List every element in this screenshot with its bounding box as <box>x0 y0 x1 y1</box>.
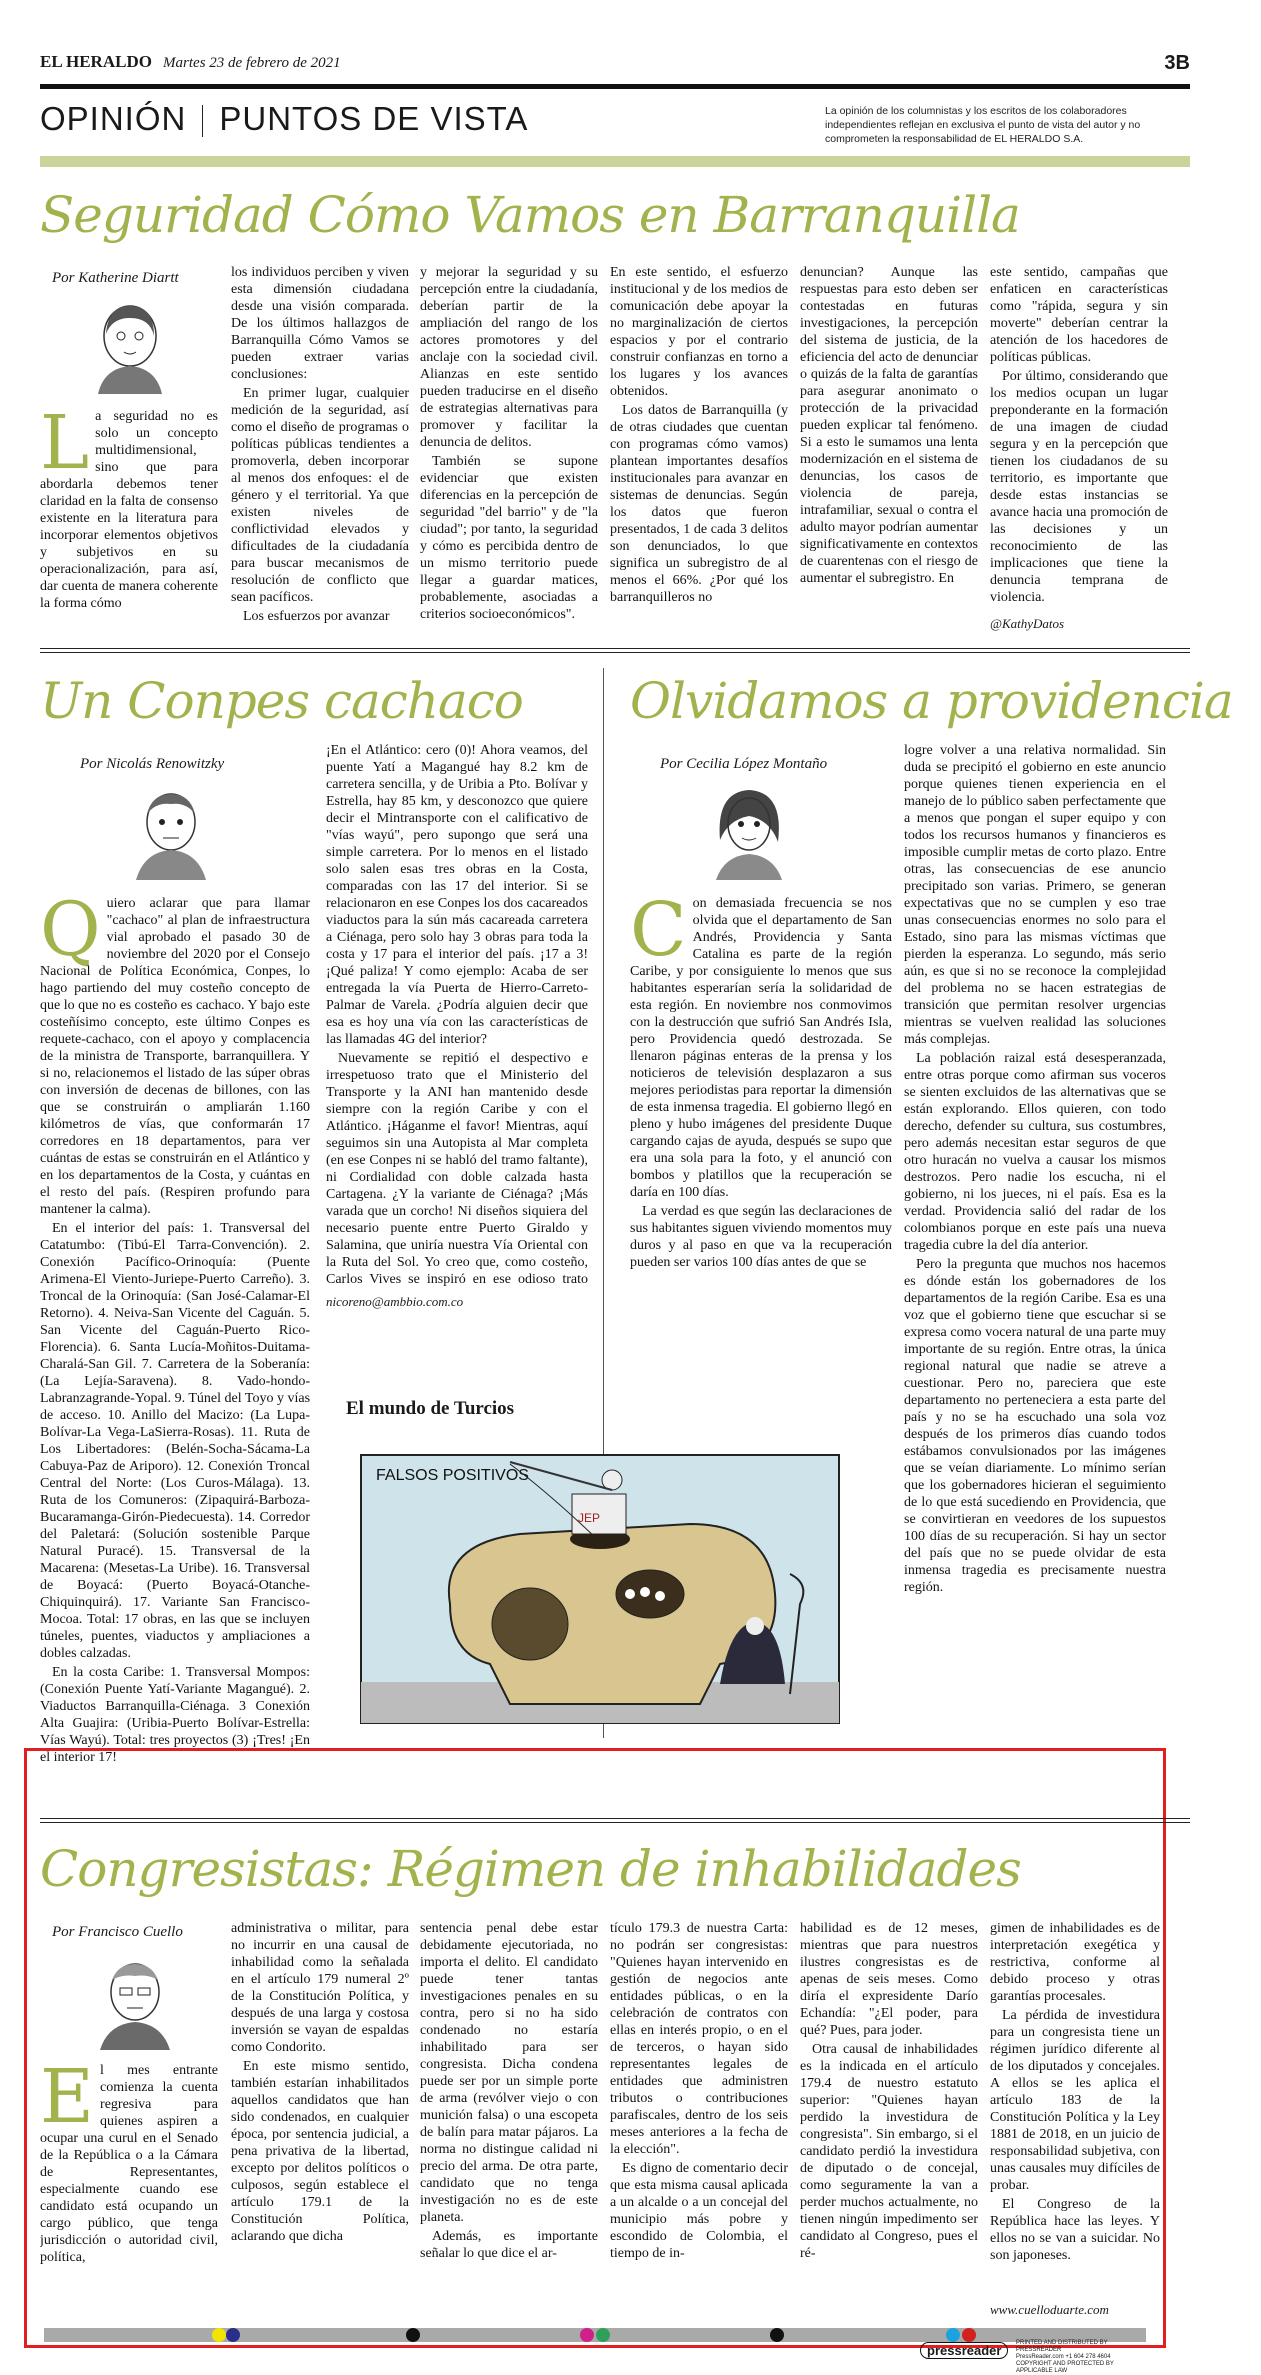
registration-dot-green <box>596 2328 610 2342</box>
article3-col2 <box>904 742 1166 1732</box>
article1-handle: @KathyDatos <box>990 616 1065 631</box>
registration-dot-blue <box>226 2328 240 2342</box>
pressreader-logo: pressreader <box>920 2342 1008 2359</box>
jep-label: JEP <box>578 1511 601 1525</box>
article1-dropcap: L <box>40 408 90 486</box>
article1-col2 <box>231 264 409 634</box>
article1-paragraph: este sentido, campañas que enfaticen en características como "rápida, segura y sin moverte" deberían centrar la atención de los hacedores de políticas públicas. <box>990 265 1168 365</box>
article3-headline: Olvidamos a providencia <box>630 672 1233 730</box>
article1-paragraph: los individuos perciben y viven esta dimensión ciudadana desde una visión comparada. De los últimos hallazgos de Barranquilla Cómo Vamos se pueden extraer varias conclusiones: <box>231 265 409 382</box>
article2-paragraph: Nuevamente se repitió el despectivo e irrespetuoso trato que el Ministerio del Transporte y la ANI han mantenido desde siempre con la región Caribe y con el Atlántico. ¡Háganme el favor! Mientras, aquí seguimos sin una Autopista al Mar completa (en ese Conpes ni se habló del tramo faltante), ni Cordialidad con doble calzada hasta Cartagena. ¿Y la variante de Ciénaga? ¡Más varada que un corcho! Ni diseños siquiera del necesario puente entre Puerto Giraldo y Salamina, que uniría nuestra Vía Oriental con la Ruta del Sol. Yo creo que, como costeño, Carlos Vives se inspiró en ese odioso trato <box>326 1051 588 1287</box>
article4-paragraph: administrativa o militar, para no incurrir en una causal de inhabilidad como la señalada en el artículo 179 numeral 2º de la Constitución Política, y después de una larga y costosa inversión se vayan de espaldas como Condorito. <box>231 1921 409 2055</box>
article3-paragraph: on demasiada frecuencia se nos olvida que el departamento de San Andrés, Providencia y Santa Catalina es parte de la región Caribe, y por consiguiente lo menos que sus habitantes esperarían sería la solidaridad de esta región. En noviembre nos conmovimos con la destrucción que sufrió San Andrés Isla, pero Providencia quedó destrozada. Se llenaron páginas enteras de la prensa y los noticieros de televisión desplazaron a sus mejores periodistas para reportar la dimensión de esta inmensa tragedia. El gobierno llegó en pleno y hubo imágenes del presidente Duque cargando cajas de ayuda, después se supo que era una sola para la foto, y el anunció con bombos y platillos que la recuperación se daría en 100 días. <box>630 896 892 1200</box>
article4-col6 <box>990 1920 1160 2300</box>
divider <box>40 1818 1190 1819</box>
divider <box>40 652 1190 653</box>
divider <box>40 648 1190 649</box>
cartoon-title: El mundo de Turcios <box>346 1398 515 1419</box>
registration-bar <box>44 2328 1146 2342</box>
author-portrait-francisco <box>92 1950 178 2050</box>
article4-web: www.cuelloduarte.com <box>990 2302 1109 2317</box>
article1-col6 <box>990 264 1168 616</box>
divider <box>40 1822 1190 1823</box>
article1-paragraph: También se supone evidenciar que existen diferencias en la percepción de seguridad "del barrio" y de "la ciudad"; por tanto, la seguridad y cómo es percibida dentro de un mismo territorio puede llegar a guardar matices, probablemente, asociadas a criterios socioeconómicos". <box>420 454 598 622</box>
article4-paragraph: habilidad es de 12 meses, mientras que para nuestros ilustres congresistas es de apenas de seis meses. Como diría el expresidente Darío Echandía: "¿El poder, para qué? Pues, para joder. <box>800 1921 978 2038</box>
article4-paragraph: En este mismo sentido, también estarían inhabilitados aquellos candidatos que han sido condenados, en cualquier época, por sentencia judicial, a pena privativa de la libertad, excepto por delitos políticos o culposos, según establece el artículo 179.1 de la Constitución Política, aclarando que dicha <box>231 2059 409 2244</box>
article4-col4 <box>610 1920 788 2322</box>
registration-dot-magenta <box>580 2328 594 2342</box>
article4-paragraph: El Congreso de la República hace las leyes. Y ellos no se van a suicidar. No son japoneses. <box>990 2197 1160 2263</box>
pressreader-footer <box>920 2340 1150 2374</box>
article1-paragraph: denuncian? Aunque las respuestas para esto deben ser contestadas en futuras investigaciones, la percepción del sistema de justicia, de la eficiencia del acto de denunciar o quizás de la falta de garantías para asegurar anonimato o protección de la privacidad pueden explicar tal fenómeno. Si a esto le sumamos una lenta modernización en el sistema de denuncias, los casos de violencia de pareja, intrafamiliar, sexual o contra el adulto mayor podrían aumentar significativamente en contextos de cuarentenas con el riesgo de aumentar el subregistro. En <box>800 265 978 586</box>
article1-paragraph: En primer lugar, cualquier medición de la seguridad, así como el diseño de programas o políticas públicas tendientes a promoverla, deben incorporar al menos dos enfoques: el de género y el territorial. Ya que existen niveles de conflictividad elevados y dificultades de la ciudadanía para buscar mecanismos de resolución de conflicto que sean pacíficos. <box>231 386 409 605</box>
registration-dot-yellow <box>212 2328 226 2342</box>
article1-paragraph: Por último, considerando que los medios ocupan un lugar preponderante en la formación de una imagen de ciudad segura y en la percepción que tienen los ciudadanos de su territorio, es importante que desde estas instancias se avance hacia una promoción de las decisiones y un reconocimiento de las implicaciones que tiene la denuncia temprana de violencia. <box>990 369 1168 605</box>
article3-paragraph: La verdad es que según las declaraciones de sus habitantes siguen viviendo momentos muy duros y al paso en que va la recuperación pueden ser varios 100 días antes de que se <box>630 1204 892 1270</box>
article4-paragraph: Además, es importante señalar lo que dice el ar- <box>420 2229 598 2261</box>
article1-col1-text: a seguridad no es solo un concepto multidimensional, sino que para abordarla debemos tener claridad en la falta de consenso existente en la literatura para incorporar elementos objetivos y subjetivos en su operacionalización, para así, dar cuenta de manera coherente la forma cómo <box>40 409 218 611</box>
page-number: 3B <box>1164 52 1190 74</box>
article1-headline: Seguridad Cómo Vamos en Barranquilla <box>40 186 1020 244</box>
article3-col1 <box>630 895 892 1365</box>
registration-dot-black <box>406 2328 420 2342</box>
article4-headline: Congresistas: Régimen de inhabilidades <box>40 1840 1021 1898</box>
article2-paragraph: En el interior del país: 1. Transversal del Catatumbo: (Tibú-El Tarra-Convención). 2. Conexión Pacífico-Orinoquía: (Puente Arimena-El Viento-Juriepe-Puerto Carreño). 3. Troncal de la Orinoquía: (San José-Calamar-El Retorno). 4. Neiva-San Vicente del Caguán. 5. San Vicente del Caguán-Puerto Rico-Florencia). 6. Santa Lucía-Moñitos-Duitama-Charalá-San Gil. 7. Carretera de la Soberanía: (La Lejía-Saravena). 8. Vado-hondo-Labranzagrande-Yopal. 9. Túnel del Toyo y vías de acceso. 10. Anillo del Macizo: (La Lupa-Bolívar-La Vega-LaSierra-Rosas). 11. Ruta de Los Libertadores: (Belén-Socha-Sácama-La Cabuya-Paz de Ariporo). 12. Conexión Troncal Central del Norte: (Los Curos-Málaga). 13. Ruta de los Comuneros: (Zipaquirá-Barboza-Bucaramanga-Girón-Piedecuesta). 14. Corredor del Paletará: (Solución sostenible Parque Natural Puracé). 15. Transversal de la Macarena: (Mesetas-La Uribe). 16. Transversal de Boyacá: (Puerto Boyacá-Otanche-Chiquinquirá). 17. Variante San Francisco-Mocoa. Total: 17 obras, en las que se incluyen túneles, puentes, viaductos y ampliaciones a dobles calzadas. <box>40 1221 310 1661</box>
article2-paragraph: uiero aclarar que para llamar "cachaco" al plan de infraestructura vial aprobado el pasado 30 de noviembre del 2020 por el Consejo Nacional de Política Económica, Conpes, lo hago partiendo del muy costeño concepto de que lo que no es costeño es cachaco. Y bajo este costeñísimo concepto, este último Conpes es requete-cachaco, con el apoyo y complacencia de la ministra de Transporte, barranquillera. Y si no, relacionemos el listado de las súper obras con inversión de decenas de billones, con las que se construirán o ampliarán 1.160 kilómetros de vías, que conformarán 17 corredores en 18 departamentos, para ver cuántas de estas se construirán en el Atlántico y en los departamentos de la Costa, y cuántas en el resto del país. (Respiren profundo para mantener la calma). <box>40 896 310 1217</box>
article2-email: nicoreno@ambbio.com.co <box>326 1294 464 1309</box>
article4-col5 <box>800 1920 978 2322</box>
article3-dropcap: C <box>630 895 687 973</box>
registration-dot-black <box>770 2328 784 2342</box>
article4-paragraph: La pérdida de investidura para un congresista tiene un régimen jurídico diferente al de los diputados y concejales. A ellos se les aplica el artículo 183 de la Constitución Política y la Ley 1881 de 2018, en un juicio de responsabilidad subjetiva, con unas causales muy difíciles de probar. <box>990 2008 1160 2193</box>
disclaimer: La opinión de los columnistas y los escritos de los colaboradores independientes reflejan en exclusiva el punto de vista del autor y no comprometen la responsabilidad de EL HERALDO S.A. <box>825 105 1141 145</box>
article3-paragraph: La población raizal está desesperanzada, entre otras porque como afirman sus voceros se sienten excluidos de las alternativas que se están explorando. Ellos quieren, con todo derecho, defender su cultura, sus costumbres, pero además necesitan estar seguros de que otro huracán no vuelva a causar los mismos destrozos. Pero nadie los escucha, ni el gobierno, ni los jueces, ni el país. Esa es la verdad. Providencia salió del radar de los colombianos porque en este país una nueva tragedia cubre la del día anterior. <box>904 1051 1166 1253</box>
article2-paragraph: ¡En el Atlántico: cero (0)! Ahora veamos, del puente Yatí a Magangué hay 8.2 km de carretera sencilla, y de Uribia a Pto. Bolívar y Estrella, hay 85 km, y desconozco que quiere decir el Mintransporte con el calificativo de "vías wayú", pero supongo que será una simple carretera. Por lo menos en el listado solo salen esas tres obras en la Costa, comparadas con las 17 del interior. Si se relacionaron en ese Conpes los dos cacareados viaductos para la sún más cacareada carretera a Ciénaga, pero solo hay 3 obras para toda la costa y 17 para el interior del país. ¡17 a 3! ¡Qué paliza! Y como ejemplo: Acaba de ser entregada la vía Puerta de Hierro-Carreto-Palmar de Varela. ¿Podría alguien decir que esa es hoy una vía con las características de las llamadas 4G del interior? <box>326 743 588 1047</box>
top-rule <box>40 84 1190 89</box>
article4-paragraph: Es digno de comentario decir que esta misma causal aplicada a un alcalde o a un concejal del municipio más pobre y escondido de Colombia, el tiempo de in- <box>610 2161 788 2261</box>
author-portrait-cecilia <box>706 780 792 880</box>
newspaper-name: EL HERALDO <box>40 52 152 71</box>
article1-col1 <box>40 408 218 632</box>
article2-byline: Por Nicolás Renowitzky <box>80 756 225 772</box>
pressreader-line: PRINTED AND DISTRIBUTED BY PRESSREADER <box>1016 2340 1108 2353</box>
cartoon-illustration <box>360 1454 840 1724</box>
article1-col3 <box>420 264 598 634</box>
article4-paragraph: sentencia penal debe estar debidamente ejecutoriada, no importa el delito. El candidato puede tener tantas investigaciones penales en su contra, pero si no ha sido condenado no estaría inhabilitado para ser congresista. Dicha condena puede ser por un simple porte de arma (revólver viejo o con munición falsa) o una escopeta de balín para matar pájaros. La norma no distingue calidad ni precio del arma. De otra parte, candidato que no tenga investigación no es de este planeta. <box>420 1921 598 2225</box>
article2-paragraph: En la costa Caribe: 1. Transversal Mompos: (Conexión Puente Yatí-Variante Magangué). 2. Viaductos Barranquilla-Ciénaga. 3 Conexión Alta Guajira: (Uribia-Puerto Bolívar-Estrella: Vías Wayú). Total: tres proyectos (3) ¡Tres! ¡En el interior 17! <box>40 1665 310 1765</box>
article1-paragraph: y mejorar la seguridad y su percepción entre la ciudadanía, deberían partir de la ampliación del rango de los actores promotores y del anclaje con la sociedad civil. Alianzas en este sentido pueden traducirse en el diseño de estrategias alternativas para promover y facilitar la denuncia de delitos. <box>420 265 598 450</box>
skull-left-eye <box>492 1588 568 1660</box>
article2-dropcap: Q <box>40 895 101 973</box>
article3-paragraph: logre volver a una relativa normalidad. Sin duda se precipitó el gobierno en este anuncio porque quienes tienen experiencia en el manejo de lo público saben perfectamente que a menos que pongan el super equipo y con todos los recursos humanos y financieros es imposible cumplir metas de corto plazo. Entre otras, las consecuencias de ese anuncio precipitado son varias. Primero, se generan expectativas que no se cumplen y eso trae unas consecuencias enormes no solo para el Estado, sino para las mismas víctimas que pierden la esperanza. Lo segundo, más serio aún, es que si no se reconoce la complejidad del problema no se hacen estrategias de transición que permitan resolver urgencias mientras se vuelven realidad las soluciones más complejas. <box>904 743 1166 1047</box>
registration-dot-red <box>962 2328 976 2342</box>
section-opinion: OPINIÓN <box>40 100 187 137</box>
author-portrait-nicolas <box>128 782 214 880</box>
cartoon-caption: FALSOS POSITIVOS <box>376 1467 529 1484</box>
article4-paragraph: gimen de inhabilidades es de interpretación exegética y restrictiva, conforme al debido proceso y otras garantías procesales. <box>990 1921 1160 2004</box>
article2-col1 <box>40 895 310 1785</box>
article4-paragraph: tículo 179.3 de nuestra Carta: no podrán ser congresistas: "Quienes hayan intervenido en gestión de negocios ante entidades públicas, o en la celebración de contratos con ellas en interés propio, o en el de terceros, o hayan sido representantes legales de entidades que administren tributos o contribuciones parafiscales, dentro de los seis meses anteriores a la fecha de la elección". <box>610 1921 788 2157</box>
section-separator <box>202 105 203 137</box>
article2-col2 <box>326 742 588 1290</box>
article4-paragraph: l mes entrante comienza la cuenta regresiva para quienes aspiren a ocupar una curul en el Senado de la República o a la Cámara de Representantes, especialmente cuando ese candidato está ocupando un cargo público, que tenga jurisdicción o autoridad civil, política, <box>40 2063 218 2265</box>
article3-byline: Por Cecilia López Montaño <box>660 756 828 772</box>
pressreader-credits <box>1016 2340 1146 2375</box>
article1-paragraph: Los datos de Barranquilla (y de otras ciudades que cuentan con programas cómo vamos) plantean importantes desafíos institucionales para avanzar en sistemas de denuncias. Según los datos que fueron presentados, 1 de cada 3 delitos son denunciados, lo que significa un subregistro de al menos el 66%. ¿Por qué los barranquilleros no <box>610 403 788 605</box>
article1-col4 <box>610 264 788 634</box>
article1-paragraph: En este sentido, el esfuerzo institucional y de los medios de comunicación debe apoyar la no marginalización de ciertos espacios y por el contrario construir confianzas en torno a los lugares y los avances obtenidos. <box>610 265 788 399</box>
section-title <box>40 100 528 138</box>
registration-dot-cyan <box>946 2328 960 2342</box>
section-puntos-de-vista: PUNTOS DE VISTA <box>219 100 529 137</box>
article3-paragraph: Pero la pregunta que muchos nos hacemos es dónde están los gobernadores de los departamentos de la región Caribe. Esa es una voz que el gobierno tiene que escuchar si se expresa como vocera natural de una parte muy importante de su región. Entre otras, la única regional natural que nadie se atreve a cuestionar. Pero no, pareciera que este departamento no perteneciera a esta parte del país y no se ha escuchado una sola voz después de los primeros días cuando todos estábamos convulsionados por las imágenes que se veían diariamente. Lo mínimo serían que los gobernadores hicieran el seguimiento de lo que está sucediendo en Providencia, que se convirtieran en veedores de los supuestos 100 días de su recuperación. Si hay un sector del país que no se puede olvidar de esta inmensa tragedia es precisamente nuestra región. <box>904 1257 1166 1595</box>
article4-col1 <box>40 2062 218 2322</box>
masthead <box>40 52 1190 80</box>
pressreader-line: PressReader.com +1 604 278 4604 <box>1016 2354 1111 2360</box>
green-band <box>40 156 1190 167</box>
article4-paragraph: Otra causal de inhabilidades es la indicada en el artículo 179.4 de nuestro estatuto superior: "Quienes hayan perdido la investidura de congresista". Sin embargo, si el candidato perdió la investidura de diputado o de concejal, como seguramente la van a perder muchos actualmente, no tienen ningún impedimento ser candidato al Congreso, pues el ré- <box>800 2042 978 2261</box>
issue-date: Martes 23 de febrero de 2021 <box>163 55 341 71</box>
article4-col3 <box>420 1920 598 2322</box>
author-portrait-katherine <box>88 296 172 394</box>
article2-headline: Un Conpes cachaco <box>40 672 523 730</box>
article1-paragraph: Los esfuerzos por avanzar <box>243 609 390 624</box>
article4-col2 <box>231 1920 409 2322</box>
article4-dropcap: E <box>40 2062 95 2140</box>
article1-col5 <box>800 264 978 634</box>
article1-byline: Por Katherine Diartt <box>52 270 179 286</box>
pressreader-line: COPYRIGHT AND PROTECTED BY APPLICABLE LAW <box>1016 2361 1114 2374</box>
article4-byline: Por Francisco Cuello <box>52 1924 183 1940</box>
